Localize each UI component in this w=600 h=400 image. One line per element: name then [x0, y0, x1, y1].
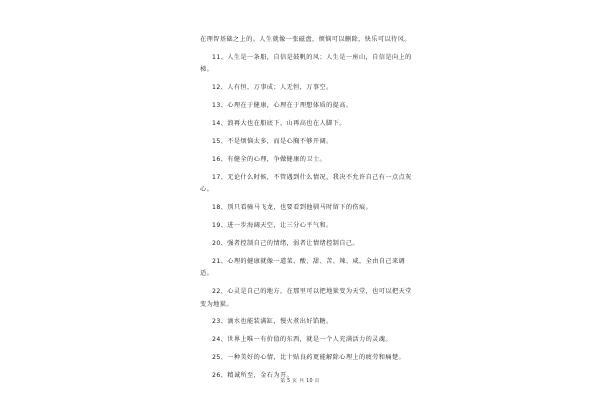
paragraph: 13、心理在于健康，心理在于理想体质的提高。	[212, 102, 353, 110]
paragraph: 14、浪再大也在船底下，山再高也在人脚下。	[212, 120, 346, 128]
paragraph: 22、心灵是自己的地方，在那里可以把地狱变为天堂，也可以把天堂变为地狱。	[200, 288, 412, 308]
paragraph: 16、有健全的心理，争做健康的卫士。	[212, 155, 327, 163]
paragraph: 19、进一步海阔天空，让三分心平气和。	[212, 221, 333, 229]
paragraph: 17、无论什么时候，不管遇到什么情况，我决不允许自己有一点点灰心。	[200, 173, 412, 194]
paragraph: 11、人生是一条船，自信是鼓帆的风；人生是一座山，自信是向上的梯。	[200, 53, 412, 74]
paragraph: 20、强者控制自己的情绪，弱者让情绪控制自己。	[212, 239, 360, 247]
paragraph: 25、一种美好的心情，比十贴良药更能解除心理上的疲劳和痛楚。	[212, 354, 406, 362]
paragraph: 在理智基础之上的。人生就像一张磁盘，烦恼可以删除，快乐可以待风。	[200, 36, 411, 43]
page-footer: 第 5 页 共 10 页	[280, 379, 320, 384]
paragraph: 15、不是烦恼太多，而是心胸不够开阔。	[212, 137, 333, 145]
paragraph: 26、精诚所至，金石为开。	[212, 372, 294, 380]
paragraph: 21、心理的健康就像一道菜，酸、甜、苦、辣、咸，全由自己来调适。	[200, 257, 406, 278]
document-body	[200, 34, 412, 388]
paragraph: 24、世界上唯一有价值的东西，就是一个人充满活力的灵魂。	[212, 336, 392, 344]
paragraph: 23、滴水也能装满缸，慢火煮出好馅糖。	[212, 318, 333, 326]
paragraph: 18、别只看骑马飞龙，也要看到他驯马时留下的伤痕。	[212, 204, 373, 212]
paragraph: 12、人有恒，万事成；人无恒，万事空。	[212, 84, 333, 92]
